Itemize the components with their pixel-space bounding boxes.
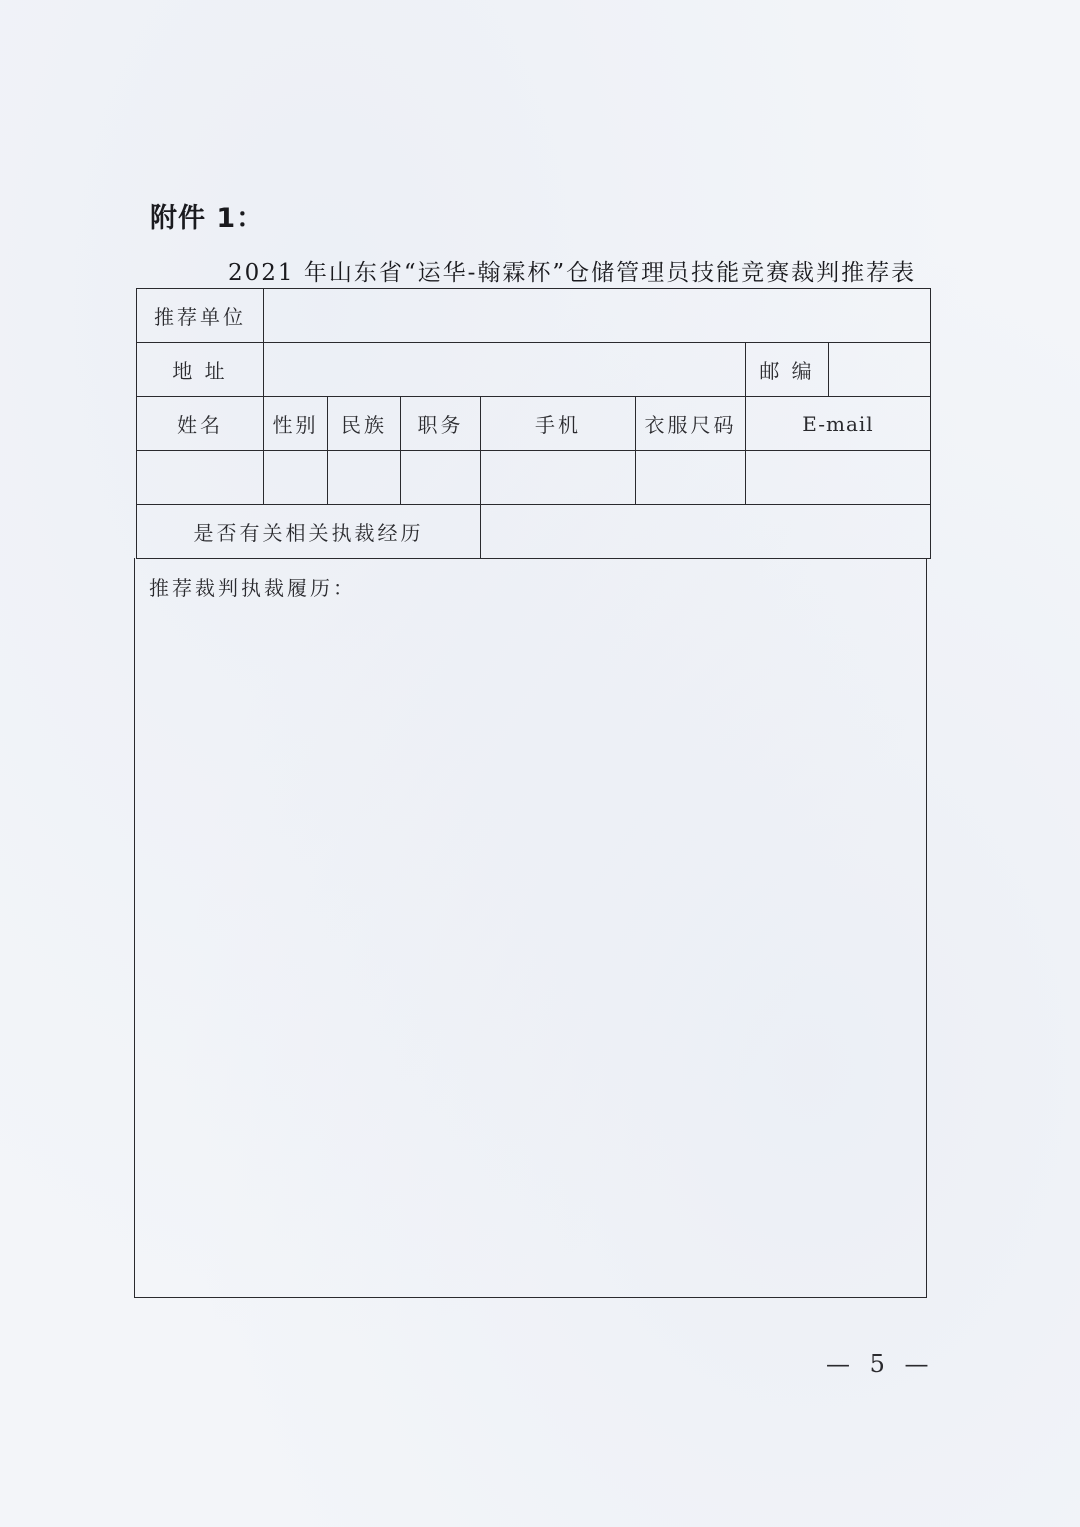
header-name: 姓名 — [137, 397, 264, 451]
header-position: 职务 — [401, 397, 481, 451]
position-field[interactable] — [401, 451, 481, 505]
email-field[interactable] — [746, 451, 931, 505]
refereeing-experience-label: 是否有关相关执裁经历 — [137, 505, 481, 559]
refereeing-experience-field[interactable] — [481, 505, 931, 559]
ethnicity-field[interactable] — [328, 451, 401, 505]
recommending-unit-label: 推荐单位 — [137, 289, 264, 343]
document-title: 2021 年山东省“运华-翰霖杯”仓储管理员技能竞赛裁判推荐表 — [228, 260, 917, 286]
page-number: — 5 — — [826, 1350, 935, 1378]
refereeing-history-box[interactable] — [134, 558, 927, 1298]
address-field[interactable] — [264, 343, 746, 397]
postcode-label: 邮 编 — [746, 343, 829, 397]
header-ethnicity: 民族 — [328, 397, 401, 451]
header-mobile: 手机 — [481, 397, 636, 451]
recommendation-form-table — [136, 288, 931, 559]
header-email: E-mail — [746, 397, 931, 451]
header-clothing-size: 衣服尺码 — [636, 397, 746, 451]
refereeing-history-label: 推荐裁判执裁履历： — [149, 576, 356, 600]
name-field[interactable] — [137, 451, 264, 505]
recommending-unit-field[interactable] — [264, 289, 931, 343]
clothing-size-field[interactable] — [636, 451, 746, 505]
address-label: 地 址 — [137, 343, 264, 397]
header-gender: 性别 — [264, 397, 328, 451]
mobile-field[interactable] — [481, 451, 636, 505]
attachment-label: 附件 1： — [150, 203, 265, 234]
gender-field[interactable] — [264, 451, 328, 505]
postcode-field[interactable] — [829, 343, 931, 397]
